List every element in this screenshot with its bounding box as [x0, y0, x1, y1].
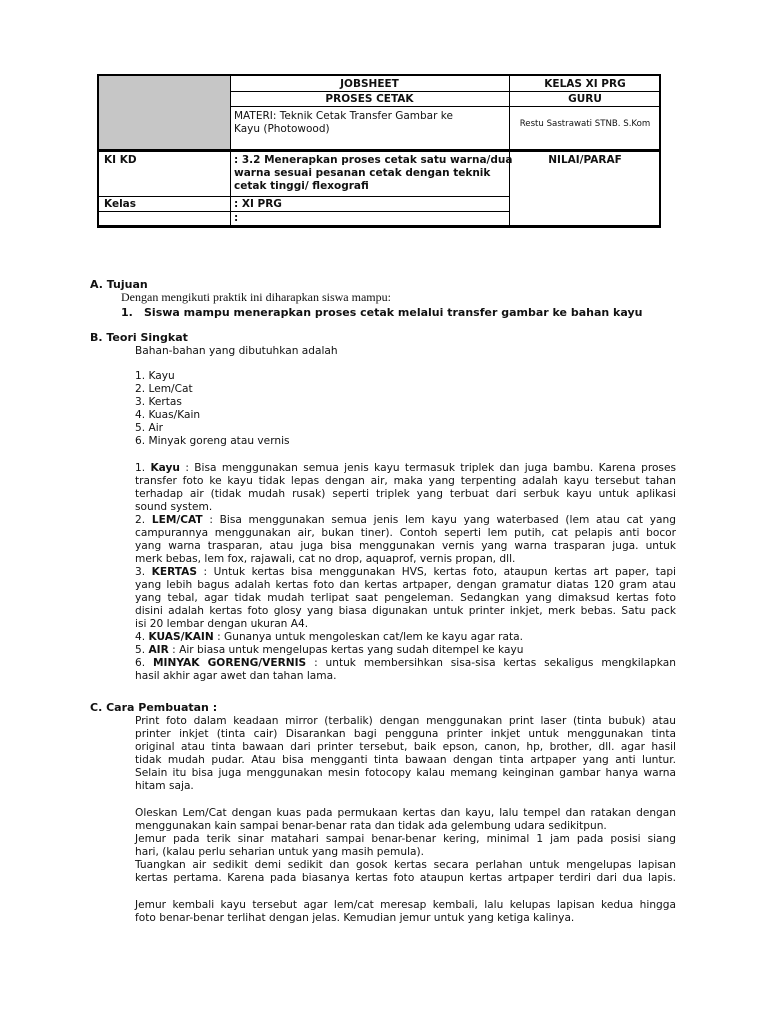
- kertas-paragraph-line: disini adalah kertas foto glosy yang biasa digunakan untuk printer inkjet, merk bebas. Satu pack: [135, 605, 676, 617]
- nilai-paraf-title: NILAI/PARAF: [548, 154, 622, 166]
- tujuan-intro: Dengan mengikuti praktik ini diharapkan siswa mampu:: [121, 290, 391, 304]
- proses-cetak-title: PROSES CETAK: [325, 93, 414, 105]
- cara-paragraph-line: original atau tinta bawaan dari printer tersebut, baik epson, canon, hp, brother, dll. agar hasil: [135, 741, 676, 753]
- cara-paragraph-line: Jemur pada terik sinar matahari sampai benar-benar kering, minimal 1 jam pada posisi siang: [135, 833, 676, 845]
- tujuan-heading: A. Tujuan: [90, 278, 148, 291]
- materi-line-2: Kayu (Photowood): [234, 123, 330, 135]
- kertas-paragraph-line-1: 3. KERTAS : Untuk kertas bisa menggunakan HVS, kertas foto, ataupun kertas art paper, tapi: [135, 566, 676, 578]
- lem-cat-term: LEM/CAT: [151, 514, 203, 526]
- kayu-paragraph-line: terhadap air (tidak mudah rusak) seperti triplek yang terbuat dari serbuk kayu untuk aplikasi: [135, 488, 676, 500]
- teacher-name: Restu Sastrawati STNB. S.Kom: [519, 119, 651, 129]
- jobsheet-title: JOBSHEET: [340, 78, 399, 90]
- kayu-term: Kayu: [150, 462, 180, 474]
- cara-paragraph-line: Oleskan Lem/Cat dengan kuas pada permukaan kertas dan kayu, lalu tempel dan ratakan dengan: [135, 807, 676, 819]
- kelas-title: KELAS XI PRG: [544, 78, 626, 90]
- tujuan-item: Siswa mampu menerapkan proses cetak melalui transfer gambar ke bahan kayu: [144, 306, 643, 319]
- kertas-paragraph-line: yang tebal, agar tidak mudah terlipat saat pengeleman. Sedangkan yang dimaksud kertas foto: [135, 592, 676, 604]
- kertas-paragraph-line: isi 20 lembar dengan ukuran A4.: [135, 618, 309, 630]
- cara-paragraph-line: Tuangkan air sedikit demi sedikit dan gosok kertas secara perlahan untuk mengelupas lapisan: [135, 859, 676, 871]
- material-list-item: 6. Minyak goreng atau vernis: [135, 435, 290, 447]
- cara-paragraph-line: Selain itu bisa juga menggunakan mesin fotocopy kalau memang keinginan gambar hanya warna: [135, 767, 676, 779]
- cara-paragraph-line: Print foto dalam keadaan mirror (terbalik) dengan menggunakan print laser (tinta bubuk) atau: [135, 715, 676, 727]
- empty-colon: :: [234, 212, 239, 224]
- kelas-label: Kelas: [104, 198, 137, 210]
- cara-paragraph-line: tidak mudah pudar. Atau bisa mengganti tinta bawaan dengan tinta artpaper yang anti luntur.: [135, 754, 676, 766]
- material-list-item: 1. Kayu: [135, 370, 175, 382]
- air-term: AIR: [148, 644, 169, 656]
- minyak-paragraph-line-1: 6. MINYAK GORENG/VERNIS : untuk membersihkan sisa-sisa kertas sekaligus mengkilapkan: [135, 657, 676, 669]
- cara-paragraph-line: printer inkjet (tinta cair) Disarankan bagi pengguna printer inkjet untuk menggunakan tinta: [135, 728, 676, 740]
- cara-paragraph-line: kertas pertama. Karena pada biasanya kertas foto ataupun kertas artpaper terdiri dari dua lapis.: [135, 872, 676, 884]
- lem-cat-paragraph-line: merk bebas, lem fox, rajawali, cat no drop, aquaprof, vernis propan, dll.: [135, 553, 516, 565]
- cara-paragraph-line: Jemur kembali kayu tersebut agar lem/cat meresap kembali, lalu kelupas lapisan kedua hingga: [135, 899, 676, 911]
- cara-heading: C. Cara Pembuatan :: [90, 701, 218, 714]
- kayu-paragraph-line-1: 1. Kayu : Bisa menggunakan semua jenis kayu termasuk triplek dan juga bambu. Karena proses: [135, 462, 676, 474]
- ki-kd-line-1: : 3.2 Menerapkan proses cetak satu warna/dua: [234, 154, 513, 166]
- material-list-item: 4. Kuas/Kain: [135, 409, 201, 421]
- material-list-item: 2. Lem/Cat: [135, 383, 193, 395]
- cara-paragraph-line: foto benar-benar terlihat dengan jelas. Kemudian jemur untuk yang ketiga kalinya.: [135, 912, 575, 924]
- kuas-kain-term: KUAS/KAIN: [148, 631, 214, 643]
- materi-line-1: MATERI: Teknik Cetak Transfer Gambar ke: [234, 110, 453, 122]
- kayu-paragraph-line: transfer foto ke kayu tidak lepas dengan air, maka yang terpenting adalah kayu tersebut tahan: [135, 475, 676, 487]
- ki-kd-line-2: warna sesuai pesanan cetak dengan teknik: [234, 167, 491, 179]
- lem-cat-paragraph-line: campurannya menggunakan air, bukan tiner). Contoh seperti lem putih, cat pelapis anti bocor: [135, 527, 676, 539]
- teori-intro: Bahan-bahan yang dibutuhkan adalah: [135, 345, 338, 357]
- cara-paragraph-line: hitam saja.: [135, 780, 194, 792]
- header-table: [97, 74, 661, 228]
- guru-title: GURU: [568, 93, 602, 105]
- cara-paragraph-line: hari, (kalau perlu seharian untuk yang masih pemula).: [135, 846, 425, 858]
- cara-paragraph-line: menggunakan kain sampai benar-benar rata dan tidak ada gelembung udara sedikitpun.: [135, 820, 607, 832]
- kertas-term: KERTAS: [151, 566, 197, 578]
- tujuan-item-number: 1.: [121, 306, 133, 319]
- kayu-paragraph-line: sound system.: [135, 501, 213, 513]
- minyak-paragraph-line: hasil akhir agar awet dan tahan lama.: [135, 670, 337, 682]
- lem-cat-paragraph-line-1: 2. LEM/CAT : Bisa menggunakan semua jenis lem kayu yang waterbased (lem atau cat yang: [135, 514, 676, 526]
- air-paragraph: 5. AIR : Air biasa untuk mengelupas kertas yang sudah ditempel ke kayu: [135, 644, 524, 656]
- ki-kd-line-3: cetak tinggi/ flexografi: [234, 180, 369, 192]
- minyak-term: MINYAK GORENG/VERNIS: [153, 657, 307, 669]
- header-gray-cell: [99, 76, 230, 149]
- ki-kd-label: KI KD: [104, 154, 137, 166]
- kelas-value: : XI PRG: [234, 198, 282, 210]
- material-list-item: 3. Kertas: [135, 396, 182, 408]
- lem-cat-paragraph-line: yang warna trasparan, atau juga bisa menggunakan vernis yang warna trasparan juga. untuk: [135, 540, 676, 552]
- kertas-paragraph-line: yang lebih bagus adalah kertas foto dan kertas artpaper, dengan gramatur diatas 120 gram atau: [135, 579, 676, 591]
- teori-heading: B. Teori Singkat: [90, 331, 188, 344]
- material-list-item: 5. Air: [135, 422, 164, 434]
- kuas-kain-paragraph: 4. KUAS/KAIN : Gunanya untuk mengoleskan cat/lem ke kayu agar rata.: [135, 631, 523, 643]
